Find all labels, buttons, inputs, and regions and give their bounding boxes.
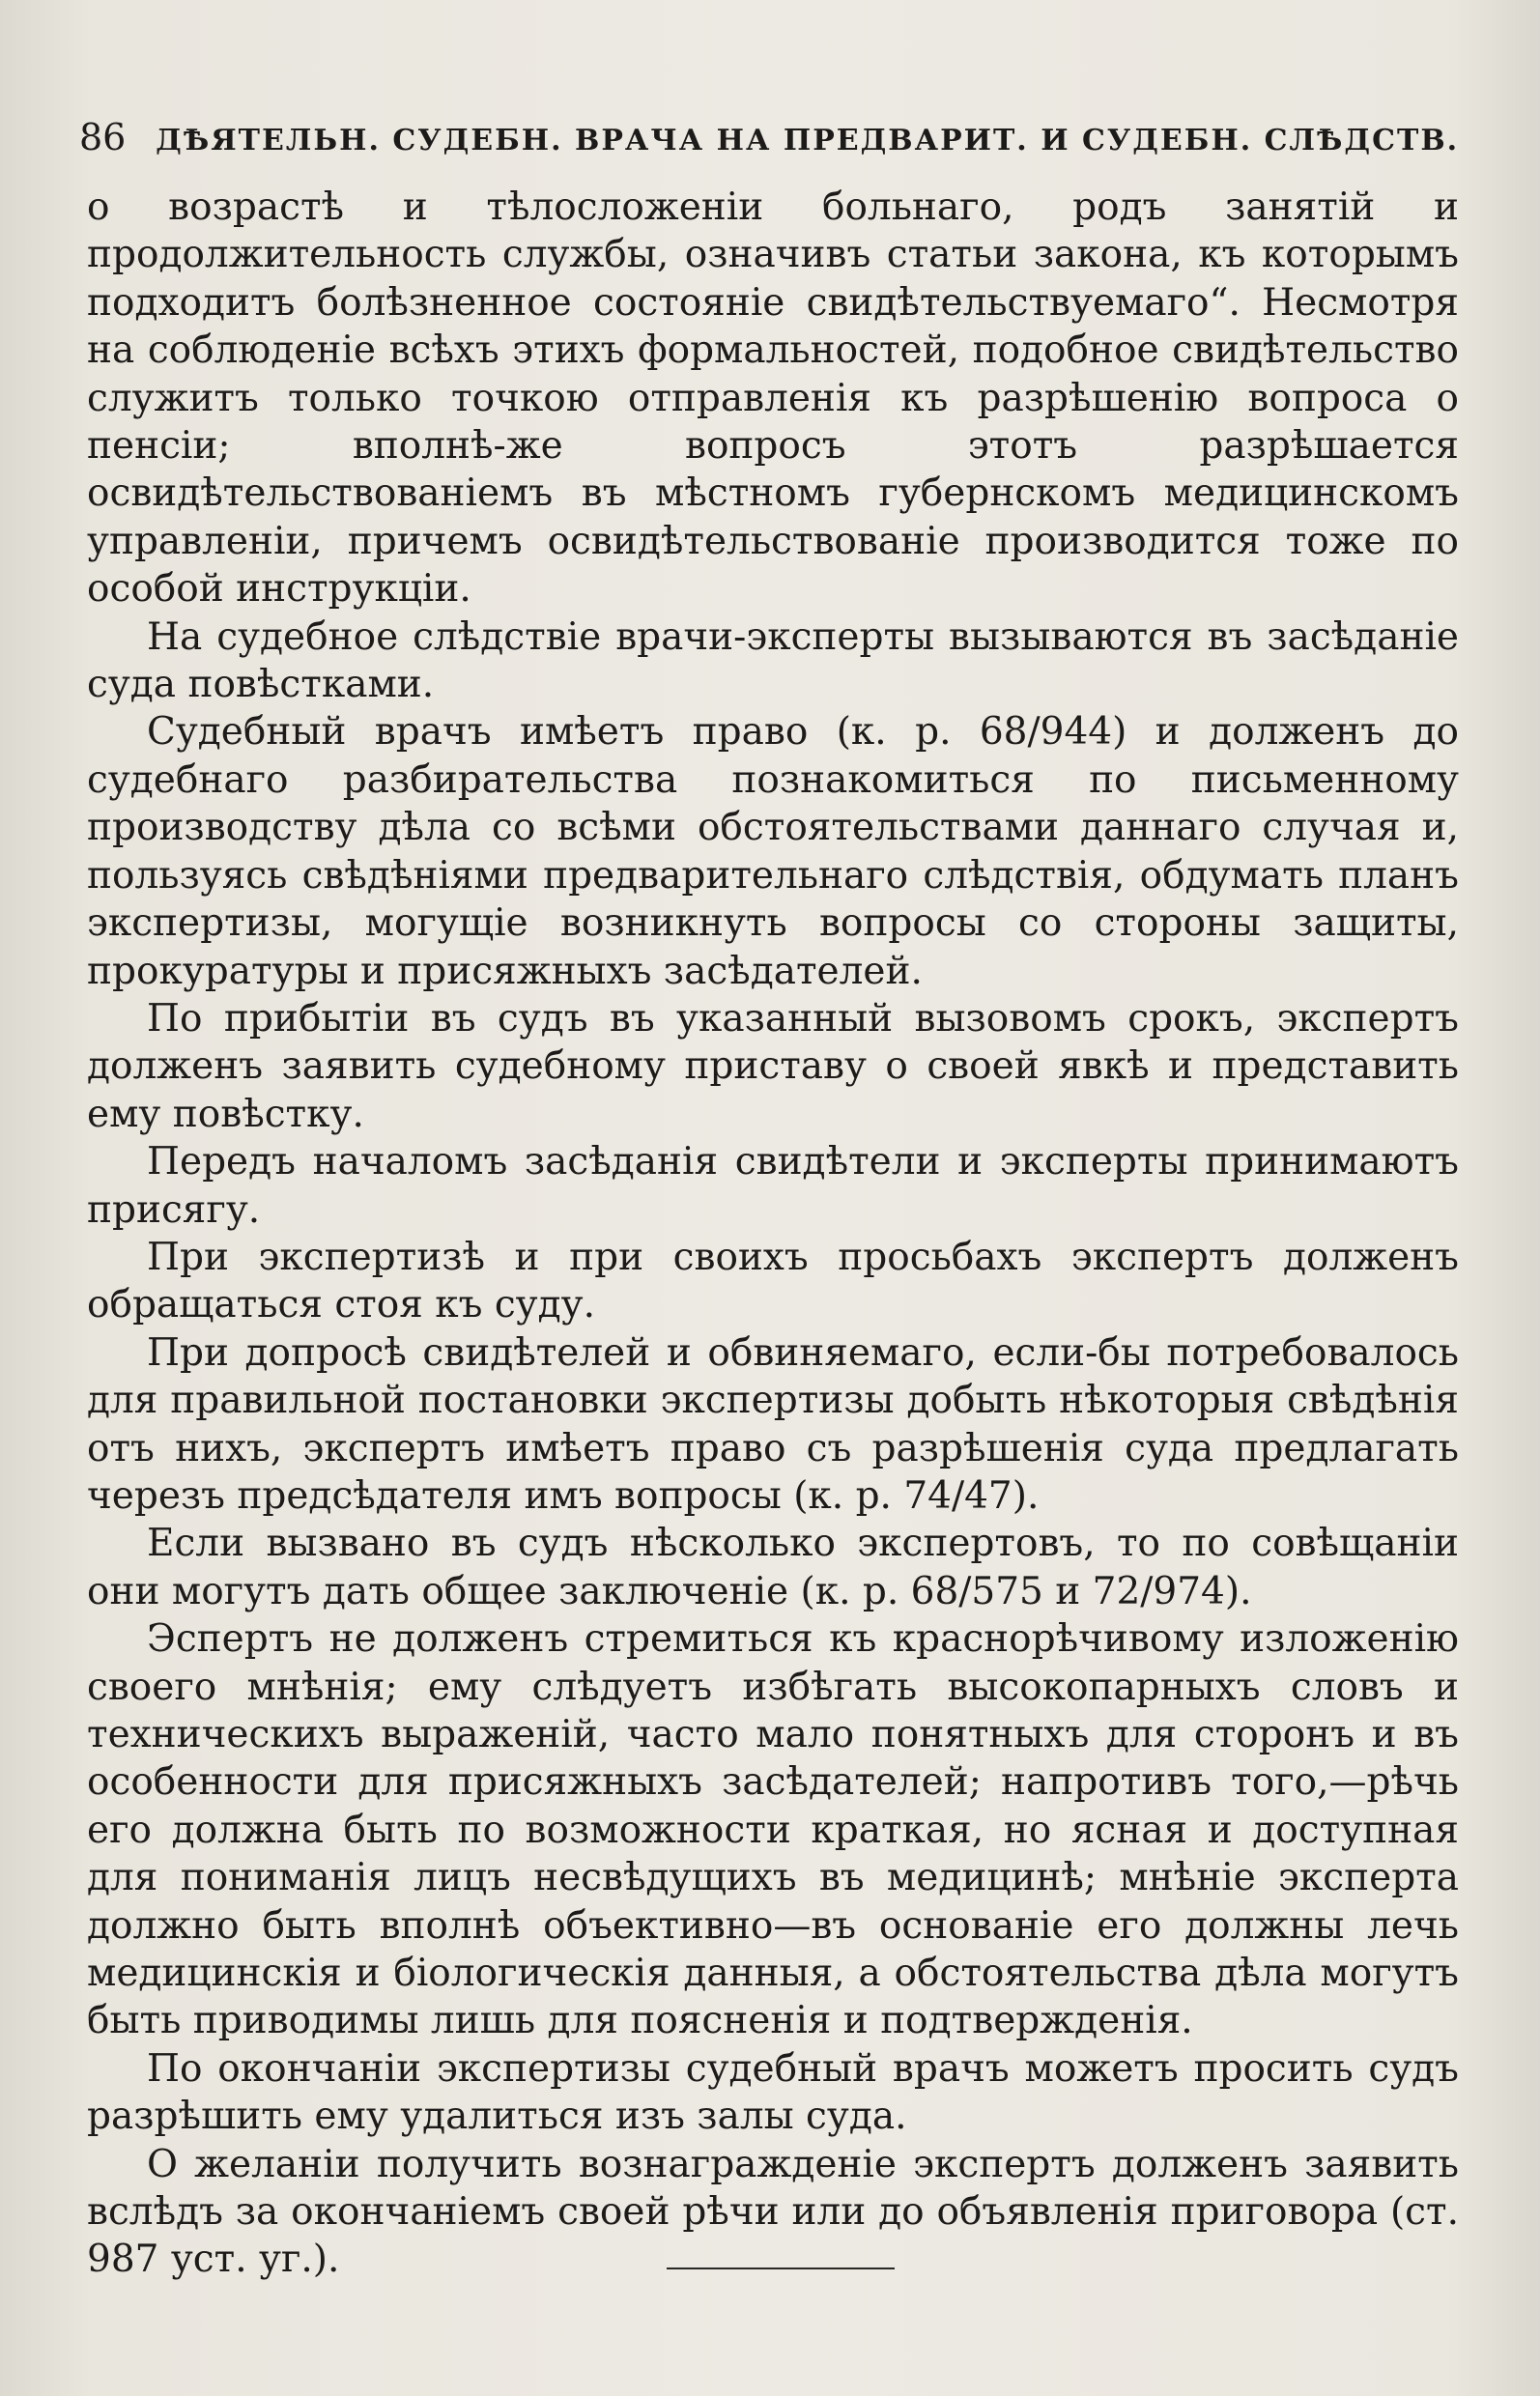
page-header: [79, 108, 1470, 166]
paragraph: По прибытіи въ судъ въ указанный вызовомъ срокъ, экспертъ долженъ заявить судебному приставу о своей явкѣ и представить ему повѣстку.: [87, 996, 1459, 1136]
paragraph: На судебное слѣдствіе врачи-эксперты вызываются въ засѣданіе суда повѣстками.: [87, 614, 1459, 707]
paragraph: При допросѣ свидѣтелей и обвиняемаго, если-бы потребовалось для правильной постановки экспертизы добыть нѣкоторыя свѣдѣнія отъ нихъ, экспертъ имѣетъ право съ разрѣшенія суда предлагать черезъ предсѣдателя имъ вопросы (к. р. 74/47).: [87, 1330, 1459, 1518]
paragraph: О желаніи получить вознагражденіе экспертъ долженъ заявить вслѣдъ за окончаніемъ своей рѣчи или до объявленія приговора (ст. 987 уст. уг.).: [87, 2142, 1459, 2282]
paragraph: Судебный врачъ имѣетъ право (к. р. 68/944) и долженъ до судебнаго разбирательства познакомиться по письменному производству дѣла со всѣми обстоятельствами даннаго случая и, пользуясь свѣдѣніями предварительнаго слѣдствія, обдумать планъ экспертизы, могущіе возникнуть вопросы со стороны защиты, прокуратуры и присяжныхъ засѣдателей.: [87, 710, 1459, 993]
paragraph: По окончаніи экспертизы судебный врачъ можетъ просить судъ разрѣшить ему удалиться изъ залы суда.: [87, 2046, 1459, 2139]
paragraph: Если вызвано въ судъ нѣсколько экспертовъ, то по совѣщаніи они могутъ дать общее заключеніе (к. р. 68/575 и 72/974).: [87, 1522, 1459, 1613]
paragraph: Передъ началомъ засѣданія свидѣтели и эксперты принимаютъ присягу.: [87, 1140, 1459, 1232]
page-body: [87, 184, 1459, 2284]
paragraph: Эспертъ не долженъ стремиться къ краснорѣчивому изложенію своего мнѣнія; ему слѣдуетъ избѣгать высокопарныхъ словъ и техническихъ выраженій, часто мало понятныхъ для сторонъ и въ особенности для присяжныхъ засѣдателей; напротивъ того,—рѣчь его должна быть по возможности краткая, но ясная и доступная для пониманія лицъ несвѣдущихъ въ медицинѣ; мнѣніе эксперта должно быть вполнѣ объективно—въ основаніе его должны лечь медицинскія и біологическія данныя, а обстоятельства дѣла могутъ быть приводимы лишь для поясненія и подтвержденія.: [87, 1617, 1459, 2043]
end-rule: [667, 2268, 895, 2269]
page-number: 86: [79, 116, 127, 158]
paragraph-continued: о возрастѣ и тѣлосложеніи больнаго, родъ занятій и продолжительность службы, означивъ статьи закона, къ которымъ подходитъ болѣзненное состояніе свидѣтельствуемаго“. Несмотря на соблюденіе всѣхъ этихъ формальностей, подобное свидѣтельство служитъ только точкою отправленія къ разрѣшенію вопроса о пенсіи; вполнѣ-же вопросъ этотъ разрѣшается освидѣтельствованіемъ въ мѣстномъ губернскомъ медицинскомъ управленіи, причемъ освидѣтельствованіе производится тоже по особой инструкціи.: [87, 185, 1459, 612]
paragraph: При экспертизѣ и при своихъ просьбахъ экспертъ долженъ обращаться стоя къ суду.: [87, 1235, 1459, 1327]
running-head: ДѢЯТЕЛЬН. СУДЕБН. ВРАЧА НА ПРЕДВАРИТ. И СУДЕБН. СЛѢДСТВ.: [156, 124, 1460, 157]
